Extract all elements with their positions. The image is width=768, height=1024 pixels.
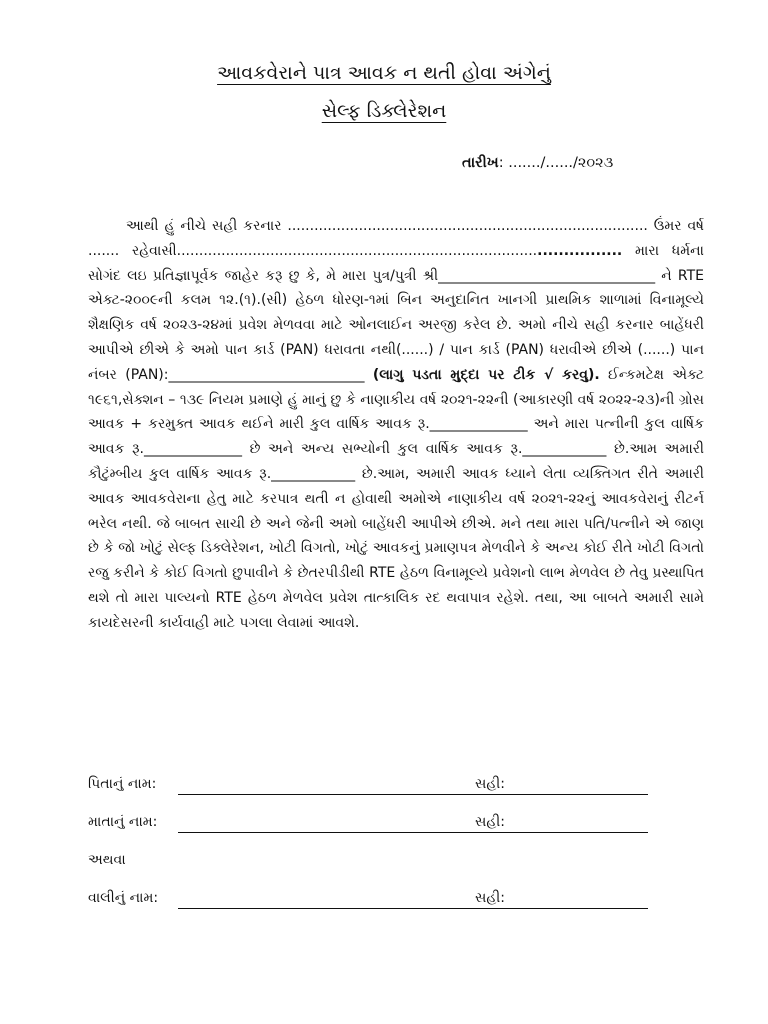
paragraph-part-1: આથી હું નીચે સહી કરનાર ................................................................................. ઉંમર વર્ષ ....... રહેવાસી................................................................................. <box>88 218 704 259</box>
paragraph-part-1b: ................ <box>537 242 623 259</box>
mother-sign-field[interactable] <box>510 832 648 833</box>
guardian-sign-field[interactable] <box>510 908 648 909</box>
father-sign-label: સહી: <box>475 776 506 792</box>
guardian-name-label: વાલીનું નામ: <box>88 890 159 906</box>
guardian-sign-label: સહી: <box>475 890 506 906</box>
father-name-field[interactable] <box>178 794 556 795</box>
date-line <box>462 155 613 171</box>
date-value: : ......./....../૨૦૨૩ <box>498 155 614 171</box>
father-name-label: પિતાનું નામ: <box>88 776 157 792</box>
or-label: અથવા <box>88 852 126 868</box>
document-subtitle: સેલ્ફ ડિક્લેરેશન <box>321 100 447 122</box>
mother-signature-row <box>88 814 688 838</box>
document-title: આવકવેરાને પાત્ર આવક ન થતી હોવા અંગેનું <box>217 62 551 84</box>
father-signature-row <box>88 776 688 800</box>
guardian-name-field[interactable] <box>178 908 556 909</box>
mother-name-field[interactable] <box>178 832 556 833</box>
paragraph-part-2b: (લાગુ પડતા મુદ્દા પર ટીક √ કરવુ). <box>372 366 600 383</box>
paragraph-part-3: ઈન્કમટેક્ષ એક્ટ ૧૯૬૧,સેક્શન – ૧૩૯ નિયમ પ્રમાણે હું માનું છુ કે નાણાકીય વર્ષ ૨૦૨૧-૨૨ની (આકારણી વર્ષ ૨૦૨૨-૨૩)ની ગ્રોસ આવક + કરમુક્ત આવક થઈને મારી કુલ વાર્ષિક આવક રૂ.______________ અને મારા પત્નીની કુલ વાર્ષિક આવક રૂ.______________ છે અને અન્ય સભ્યોની કુલ વાર્ષિક આવક રૂ.____________ છે.આમ અમારી કૌટુંમ્બીય કુલ વાર્ષિક આવક રૂ.____________ છે.આમ, અમારી આવક ધ્યાને લેતા વ્યક્તિગત રીતે અમારી આવક આવકવેરાના હેતુ માટે કરપાત્ર થતી ન હોવાથી અમોએ નાણાકીય વર્ષ ૨૦૨૧-૨૨નું આવકવેરાનું રીટર્ન ભરેલ નથી. જે બાબત સાચી છે અને જેની અમો બાહેંધરી આપીએ છીએ. મને તથા મારા પતિ/પત્નીને એ જાણ છે કે જો ખોટું સેલ્ફ ડિક્લેરેશન, ખોટી વિગતો, ખોટું આવકનું પ્રમાણપત્ર મેળવીને કે અન્ય કોઈ રીતે ખોટી વિગતો રજુ કરીને કે કોઈ વિગતો છુપાવીને કે છેતરપીડીથી RTE હેઠળ વિનામૂલ્યે પ્રવેશનો લાભ મેળવેલ છે તેવુ પ્રસ્થાપિત થશે તો મારા પાલ્યનો RTE હેઠળ મેળવેલ પ્રવેશ તાત્કાલિક રદ થવાપાત્ર રહેશે. તથા, આ બાબતે અમારી સામે કાયદેસરની કાર્યવાહી માટે પગલા લેવામાં આવશે. <box>88 366 704 631</box>
declaration-paragraph <box>88 214 704 636</box>
mother-name-label: માતાનું નામ: <box>88 814 158 830</box>
paragraph-part-2: મારા ધર્મના સોગંદ લઇ પ્રતિજ્ઞાપૂર્વક જાહેર કરૂ છુ કે, મે મારા પુત્ર/પુત્રી શ્રી_______________________________ ને RTE એક્ટ-૨૦૦૯ની કલમ ૧૨.(૧).(સી) હેઠળ ધોરણ-૧માં બિન અનુદાનિત ખાનગી પ્રાથમિક શાળામાં વિનામૂલ્યે શૈક્ષણિક વર્ષ ૨૦૨૩-૨૪માં પ્રવેશ મેળવવા માટે ઓનલાઈન અરજી કરેલ છે. અમો નીચે સહી કરનાર બાહેંધરી આપીએ છીએ કે અમો પાન કાર્ડ (PAN) ધરાવતા નથી(......) / પાન કાર્ડ (PAN) ધરાવીએ છીએ (......) પાન નંબર (PAN):____________________________ <box>88 242 704 383</box>
father-sign-field[interactable] <box>510 794 648 795</box>
guardian-signature-row <box>88 890 688 914</box>
date-label: તારીખ <box>462 155 499 171</box>
mother-sign-label: સહી: <box>475 814 506 830</box>
